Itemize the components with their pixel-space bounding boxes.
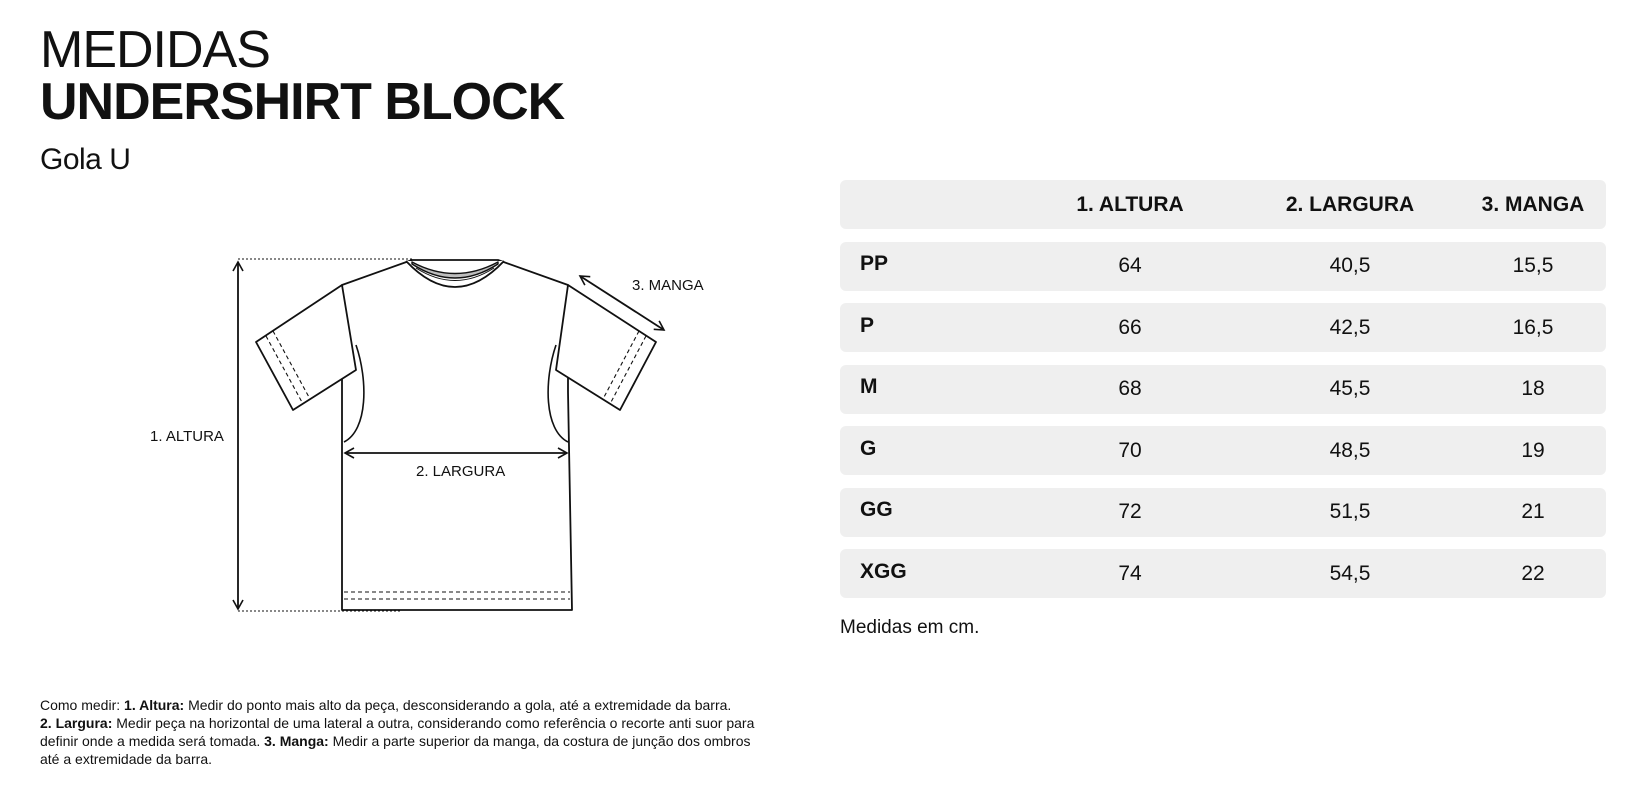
size-label: GG bbox=[860, 498, 893, 521]
size-label: XGG bbox=[860, 559, 907, 583]
manga-value: 19 bbox=[1521, 438, 1545, 462]
largura-value: 40,5 bbox=[1329, 254, 1371, 277]
altura-value: 74 bbox=[1118, 561, 1142, 585]
subtitle: Gola U bbox=[40, 143, 131, 176]
table-row bbox=[840, 365, 1606, 414]
size-label: P bbox=[860, 313, 875, 337]
manga-value: 16,5 bbox=[1512, 315, 1554, 339]
size-label: G bbox=[860, 436, 877, 460]
table-row bbox=[840, 549, 1606, 598]
left-sleeve bbox=[256, 285, 356, 410]
largura-value: 51,5 bbox=[1329, 500, 1371, 523]
manga-value: 18 bbox=[1521, 377, 1545, 400]
altura-value: 70 bbox=[1118, 438, 1142, 462]
header-cell-altura: 1. ALTURA bbox=[1076, 192, 1184, 216]
largura-value: 42,5 bbox=[1329, 315, 1371, 339]
table-row bbox=[840, 426, 1606, 475]
largura-value: 48,5 bbox=[1329, 438, 1371, 462]
instructions-intro: Como medir: bbox=[40, 697, 125, 713]
table-row bbox=[840, 242, 1606, 291]
size-label: PP bbox=[860, 252, 889, 275]
title-line-2: UNDERSHIRT BLOCK bbox=[40, 73, 565, 131]
size-table bbox=[840, 180, 1606, 611]
instructions-largura-label: 2. Largura: bbox=[40, 715, 113, 731]
manga-value: 22 bbox=[1521, 561, 1545, 585]
instructions-altura-text: Medir do ponto mais alto da peça, desconsiderando a gola, até a extremidade da barra. bbox=[184, 697, 732, 713]
header-cell-largura: 2. LARGURA bbox=[1285, 192, 1415, 216]
largura-label: 2. LARGURA bbox=[416, 463, 506, 480]
header-cell-manga: 3. MANGA bbox=[1481, 192, 1585, 216]
largura-value: 54,5 bbox=[1329, 561, 1371, 585]
instructions-largura-text: Medir peça na horizontal de uma lateral a outra, considerando como referência o recorte anti suor para definir onde a medida será tomada. bbox=[40, 715, 755, 749]
manga-value: 21 bbox=[1521, 500, 1545, 523]
table-row bbox=[840, 303, 1606, 352]
units-note: Medidas em cm. bbox=[840, 617, 980, 638]
tshirt-body bbox=[342, 260, 572, 610]
altura-label: 1. ALTURA bbox=[150, 428, 224, 445]
table-row bbox=[840, 488, 1606, 537]
table-header-row bbox=[840, 180, 1606, 229]
altura-value: 68 bbox=[1118, 377, 1142, 400]
instructions-altura-label: 1. Altura: bbox=[124, 697, 185, 713]
manga-value: 15,5 bbox=[1512, 254, 1554, 277]
instructions-manga-text: Medir a parte superior da manga, da costura de junção dos ombros até a extremidade da barra. bbox=[40, 733, 751, 767]
manga-label: 3. MANGA bbox=[632, 277, 704, 294]
altura-value: 64 bbox=[1118, 254, 1142, 277]
altura-value: 72 bbox=[1118, 500, 1142, 523]
size-label: M bbox=[860, 375, 878, 398]
largura-value: 45,5 bbox=[1329, 377, 1371, 400]
title-line-1: MEDIDAS bbox=[40, 21, 270, 79]
measurement-instructions bbox=[40, 696, 760, 768]
tshirt-outline bbox=[256, 260, 656, 610]
tshirt-measurement-diagram bbox=[0, 0, 760, 640]
right-sleeve bbox=[556, 285, 656, 410]
altura-value: 66 bbox=[1118, 315, 1142, 339]
instructions-manga-label: 3. Manga: bbox=[264, 733, 329, 749]
